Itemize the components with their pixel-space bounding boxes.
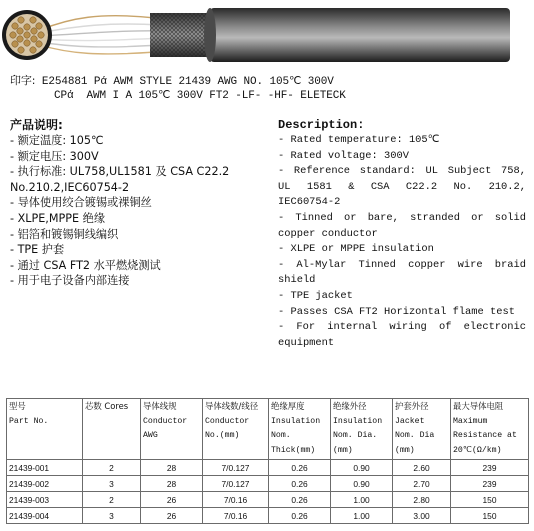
- table-row: [7, 508, 529, 524]
- header-max-resistance: 最大导体电阻 Maximum Resistance at 20℃(Ω/km): [451, 399, 529, 460]
- list-item: - For internal wiring of electronic equipment: [278, 321, 526, 349]
- conductor-wires: [40, 16, 165, 54]
- list-item: - TPE 护套: [10, 243, 65, 257]
- cable-cross-section: [2, 10, 52, 60]
- english-description: [278, 118, 526, 351]
- table-cell: 1.00: [331, 508, 393, 524]
- table-cell: 26: [141, 508, 203, 524]
- table-cell: 21439-003: [7, 492, 83, 508]
- table-cell: 2: [83, 460, 141, 476]
- list-item: - Tinned or bare, stranded or solid copper conductor: [278, 211, 526, 240]
- table-cell: 7/0.16: [203, 492, 269, 508]
- table-cell: 21439-004: [7, 508, 83, 524]
- table-cell: 0.26: [269, 508, 331, 524]
- list-item: - 额定温度: 105℃: [10, 134, 104, 147]
- table-cell: 28: [141, 460, 203, 476]
- table-cell: 2.60: [393, 460, 451, 476]
- list-item: - Rated temperature: 105℃: [278, 134, 440, 146]
- table-cell: 2.80: [393, 492, 451, 508]
- list-item: - 额定电压: 300V: [10, 149, 99, 163]
- header-cores: 芯数 Cores: [83, 399, 141, 460]
- header-conductor-no: 导体线数/线径 Conductor No.(mm): [203, 399, 269, 460]
- list-item: - 用于电子设备内部连接: [10, 274, 130, 288]
- list-item: - 铝箔和镀锡铜线编织: [10, 227, 119, 241]
- table-cell: 21439-002: [7, 476, 83, 492]
- list-item: - Passes CSA FT2 Horizontal flame test: [278, 305, 515, 318]
- list-item: - XLPE,MPPE 绝缘: [10, 211, 106, 225]
- cable-jacket: [210, 8, 510, 62]
- table-cell: 1.00: [331, 492, 393, 508]
- table-row: [7, 460, 529, 476]
- cable-illustration: [0, 0, 534, 64]
- table-cell: 239: [451, 476, 529, 492]
- header-jacket-dia: 护套外径 Jacket Nom. Dia (mm): [393, 399, 451, 460]
- table-cell: 28: [141, 476, 203, 492]
- table-cell: 21439-001: [7, 460, 83, 476]
- marking-text-1: E254881 Ρά AWM STYLE 21439 AWG NO. 105℃ 300V: [41, 76, 334, 88]
- table-header-row: [7, 399, 529, 460]
- table-cell: 150: [451, 508, 529, 524]
- chinese-feature-list: [10, 133, 268, 289]
- list-item: - Rated voltage: 300V: [278, 149, 409, 162]
- table-cell: 3: [83, 476, 141, 492]
- english-feature-list: [278, 133, 526, 351]
- marking-line-2: [54, 88, 346, 102]
- spec-table: [6, 398, 529, 524]
- table-cell: 3: [83, 508, 141, 524]
- list-item: - XLPE or MPPE insulation: [278, 243, 434, 256]
- chinese-heading: 产品说明:: [10, 118, 63, 132]
- table-cell: 3.00: [393, 508, 451, 524]
- table-cell: 239: [451, 460, 529, 476]
- table-row: [7, 492, 529, 508]
- list-item: - Al-Mylar Tinned copper wire braid shield: [278, 258, 526, 287]
- table-cell: 0.26: [269, 492, 331, 508]
- table-cell: 0.90: [331, 476, 393, 492]
- chinese-description: [10, 118, 268, 289]
- list-item: - 通过 CSA FT2 水平燃烧测试: [10, 258, 161, 272]
- list-item: - TPE jacket: [278, 289, 353, 302]
- marking-line-1: [10, 72, 334, 88]
- english-heading: Description:: [278, 118, 365, 132]
- table-cell: 2: [83, 492, 141, 508]
- table-cell: 150: [451, 492, 529, 508]
- header-conductor-awg: 导体线规 Conductor AWG: [141, 399, 203, 460]
- list-item: - 导体使用绞合镀锡或裸铜丝: [10, 196, 152, 210]
- header-part-no: 型号 Part No.: [7, 399, 83, 460]
- table-cell: 2.70: [393, 476, 451, 492]
- header-insulation-thick: 绝缘厚度 Insulation Nom. Thick(mm): [269, 399, 331, 460]
- table-cell: 7/0.16: [203, 508, 269, 524]
- table-row: [7, 476, 529, 492]
- header-insulation-dia: 绝缘外径 Insulation Nom. Dia. (mm): [331, 399, 393, 460]
- marking-label: 印字:: [10, 74, 36, 87]
- marking-text-2: CΡά AWM I A 105℃ 300V FT2 -LF- -HF- ELETECK: [54, 90, 346, 102]
- table-cell: 0.90: [331, 460, 393, 476]
- table-cell: 7/0.127: [203, 460, 269, 476]
- table-cell: 0.26: [269, 460, 331, 476]
- list-item: - 执行标准: UL758,UL1581 及 CSA C22.2 No.210.2,IEC60754-2: [10, 165, 230, 194]
- list-item: - Reference standard: UL Subject 758, UL 1581 & CSA C22.2 No. 210.2, IEC60754-2: [278, 165, 526, 209]
- table-cell: 26: [141, 492, 203, 508]
- table-cell: 7/0.127: [203, 476, 269, 492]
- table-cell: 0.26: [269, 476, 331, 492]
